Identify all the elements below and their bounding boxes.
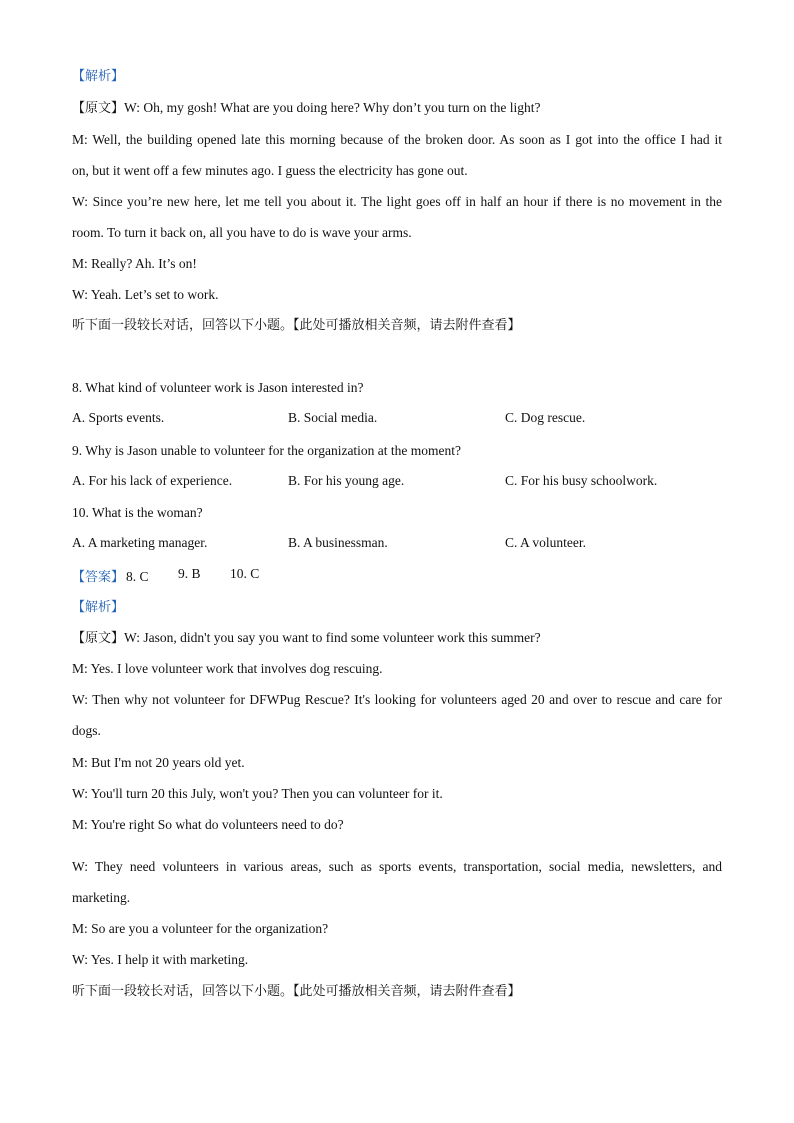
transcript-line: M: But I'm not 20 years old yet. [72,755,245,770]
option-c: C. A volunteer. [505,535,586,550]
transcript-line [72,629,722,648]
answer-item: 8. C [126,569,149,584]
transcript-line: M: So are you a volunteer for the organization? [72,921,329,936]
question-stem: 8. What kind of volunteer work is Jason interested in? [72,380,364,395]
yuanwen-tag: 【原文】 [72,631,125,646]
transcript-line: W: Since you’re new here, let me tell you about it. The light goes off in half an hour if there is no movement in the [72,194,722,209]
analysis-heading-2 [72,598,722,617]
transcript-line: marketing. [72,890,131,905]
option-a: A. A marketing manager. [72,535,208,550]
answer-tag: 【答案】 [72,570,125,585]
answer-line [72,566,722,584]
analysis-heading-1 [72,67,722,86]
jiexi-tag: 【解析】 [72,600,125,615]
question-stem: 9. Why is Jason unable to volunteer for the organization at the moment? [72,443,462,458]
option-c: C. Dog rescue. [505,410,586,425]
listening-instruction: 听下面一段较长对话，回答以下小题。【此处可播放相关音频，请去附件查看】 [72,984,521,999]
transcript-line: M: Well, the building opened late this morning because of the broken door. As soon as I got into the office I had it [72,132,722,147]
option-a: A. For his lack of experience. [72,473,233,488]
option-c: C. For his busy schoolwork. [505,473,658,488]
option-row [72,535,722,553]
transcript-text: W: Oh, my gosh! What are you doing here? Why don’t you turn on the light? [124,100,541,115]
question-stem: 10. What is the woman? [72,505,203,520]
transcript-line: M: Yes. I love volunteer work that involves dog rescuing. [72,661,383,676]
yuanwen-tag: 【原文】 [72,101,125,116]
transcript-line: M: You're right So what do volunteers need to do? [72,817,344,832]
transcript-text: W: Jason, didn't you say you want to find some volunteer work this summer? [124,630,541,645]
transcript-line: on, but it went off a few minutes ago. I guess the electricity has gone out. [72,163,468,178]
transcript-line: W: You'll turn 20 this July, won't you? Then you can volunteer for it. [72,786,443,801]
option-row [72,410,722,428]
option-b: B. A businessman. [288,535,388,550]
option-b: B. Social media. [288,410,378,425]
transcript-line: dogs. [72,723,101,738]
transcript-line: W: Then why not volunteer for DFWPug Rescue? It's looking for volunteers aged 20 and over to rescue and care for [72,692,722,707]
transcript-line [72,99,722,118]
transcript-line: M: Really? Ah. It’s on! [72,256,197,271]
transcript-line: W: They need volunteers in various areas, such as sports events, transportation, social media, newsletters, and [72,859,722,874]
answer-item: 10. C [230,566,260,581]
option-b: B. For his young age. [288,473,405,488]
answer-item: 9. B [178,566,201,581]
jiexi-tag: 【解析】 [72,69,125,84]
transcript-line: W: Yeah. Let’s set to work. [72,287,219,302]
transcript-line: room. To turn it back on, all you have to do is wave your arms. [72,225,412,240]
transcript-line: W: Yes. I help it with marketing. [72,952,249,967]
option-row [72,473,722,491]
option-a: A. Sports events. [72,410,165,425]
listening-instruction: 听下面一段较长对话，回答以下小题。【此处可播放相关音频，请去附件查看】 [72,318,521,333]
